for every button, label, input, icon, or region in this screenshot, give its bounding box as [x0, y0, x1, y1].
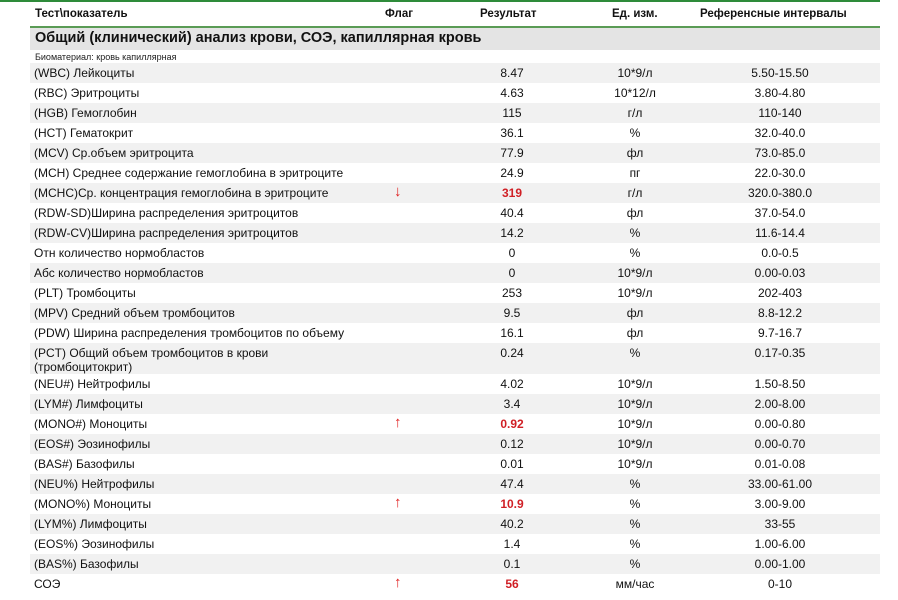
test-name: (RDW-SD)Ширина распределения эритроцитов	[34, 206, 299, 220]
test-name: (MPV) Средний объем тромбоцитов	[34, 306, 235, 320]
test-name: (BAS%) Базофилы	[34, 557, 139, 571]
result-value: 0.92	[500, 417, 524, 431]
test-name: (MONO#) Моноциты	[34, 417, 148, 431]
unit: г/л	[627, 186, 643, 200]
header-unit: Ед. изм.	[612, 8, 658, 20]
reference-range: 2.00-8.00	[754, 397, 806, 411]
table-row	[30, 454, 880, 474]
unit: 10*9/л	[617, 457, 653, 471]
reference-range: 0.00-1.00	[754, 557, 806, 571]
table-row	[30, 323, 880, 343]
table-row	[30, 103, 880, 123]
table-row	[30, 163, 880, 183]
table-row	[30, 474, 880, 494]
unit: 10*12/л	[614, 86, 656, 100]
flag-arrow-icon: ↓	[394, 183, 402, 200]
test-name: (EOS%) Эозинофилы	[34, 537, 155, 551]
result-value: 56	[505, 577, 519, 591]
result-value: 0	[508, 246, 516, 260]
reference-range: 32.0-40.0	[754, 126, 806, 140]
table-row	[30, 303, 880, 323]
reference-range: 33-55	[764, 517, 796, 531]
table-row	[30, 414, 880, 434]
flag-arrow-icon: ↑	[394, 414, 402, 431]
reference-range: 8.8-12.2	[757, 306, 803, 320]
reference-range: 37.0-54.0	[754, 206, 806, 220]
table-row	[30, 243, 880, 263]
reference-range: 0.0-0.5	[761, 246, 799, 260]
reference-range: 0.00-0.70	[754, 437, 806, 451]
test-name: (PCT) Общий объем тромбоцитов в крови (тромбоцитокрит)	[34, 346, 269, 374]
unit: фл	[626, 206, 644, 220]
table-header	[0, 2, 880, 26]
test-name: (EOS#) Эозинофилы	[34, 437, 151, 451]
header-ref: Референсные интервалы	[700, 8, 847, 20]
header-result: Результат	[480, 8, 537, 20]
result-value: 77.9	[500, 146, 524, 160]
table-row	[30, 283, 880, 303]
unit: 10*9/л	[617, 417, 653, 431]
result-value: 0.12	[500, 437, 524, 451]
result-value: 10.9	[500, 497, 524, 511]
reference-range: 0.00-0.80	[754, 417, 806, 431]
unit: 10*9/л	[617, 266, 653, 280]
test-name: (WBC) Лейкоциты	[34, 66, 135, 80]
result-value: 0.1	[503, 557, 521, 571]
unit: фл	[626, 306, 644, 320]
unit: %	[629, 477, 641, 491]
table-row	[30, 223, 880, 243]
reference-range: 73.0-85.0	[754, 146, 806, 160]
unit: %	[629, 226, 641, 240]
result-value: 115	[502, 106, 522, 120]
result-value: 4.63	[500, 86, 524, 100]
table-row	[30, 374, 880, 394]
result-value: 319	[501, 186, 523, 200]
table-row	[30, 494, 880, 514]
result-value: 24.9	[500, 166, 524, 180]
reference-range: 1.00-6.00	[754, 537, 806, 551]
test-name: (MCH) Среднее содержание гемоглобина в эритроците	[34, 166, 344, 180]
table-row	[30, 434, 880, 454]
unit: 10*9/л	[617, 397, 653, 411]
table-row	[30, 263, 880, 283]
reference-range: 110-140	[758, 106, 802, 120]
result-value: 40.2	[500, 517, 524, 531]
result-value: 14.2	[500, 226, 524, 240]
test-name: (RBC) Эритроциты	[34, 86, 140, 100]
reference-range: 0.01-0.08	[754, 457, 806, 471]
section-title: Общий (клинический) анализ крови, СОЭ, капиллярная кровь	[35, 30, 482, 46]
reference-range: 0.00-0.03	[754, 266, 806, 280]
unit: %	[629, 126, 641, 140]
reference-range: 5.50-15.50	[751, 66, 809, 80]
test-name: (PDW) Ширина распределения тромбоцитов по объему	[34, 326, 345, 340]
section-title-bar	[30, 26, 880, 50]
table-row	[30, 83, 880, 103]
reference-range: 33.00-61.00	[747, 477, 813, 491]
reference-range: 22.0-30.0	[754, 166, 806, 180]
table-row	[30, 574, 880, 594]
result-value: 16.1	[500, 326, 524, 340]
table-row	[30, 203, 880, 223]
unit: %	[629, 246, 641, 260]
table-row	[30, 534, 880, 554]
table-row	[30, 123, 880, 143]
table-row	[30, 394, 880, 414]
table-row	[30, 514, 880, 534]
result-value: 1.4	[503, 537, 521, 551]
test-name: (NEU#) Нейтрофилы	[34, 377, 151, 391]
result-value: 0.01	[500, 457, 524, 471]
unit: %	[629, 497, 641, 511]
test-name: Отн количество нормобластов	[34, 246, 205, 260]
biomaterial-note: Биоматериал: кровь капиллярная	[35, 52, 177, 62]
reference-range: 0-10	[767, 577, 793, 591]
result-value: 9.5	[503, 306, 521, 320]
unit: %	[629, 517, 641, 531]
test-name: (MCV) Ср.объем эритроцита	[34, 146, 194, 160]
table-row	[30, 554, 880, 574]
unit: %	[629, 346, 641, 360]
reference-range: 320.0-380.0	[747, 186, 813, 200]
test-name: (MONO%) Моноциты	[34, 497, 152, 511]
test-name: Абс количество нормобластов	[34, 266, 204, 280]
test-name: (HCT) Гематокрит	[34, 126, 134, 140]
test-name: (BAS#) Базофилы	[34, 457, 135, 471]
unit: %	[629, 557, 641, 571]
unit: %	[629, 537, 641, 551]
unit: пг	[629, 166, 641, 180]
reference-range: 11.6-14.4	[755, 226, 805, 240]
flag-arrow-icon: ↑	[394, 494, 402, 511]
unit: 10*9/л	[617, 437, 653, 451]
reference-range: 0.17-0.35	[754, 346, 806, 360]
test-name: (LYM%) Лимфоциты	[34, 517, 147, 531]
result-value: 3.4	[503, 397, 521, 411]
result-value: 8.47	[500, 66, 524, 80]
table-row	[30, 343, 880, 374]
reference-range: 1.50-8.50	[754, 377, 806, 391]
result-value: 40.4	[500, 206, 524, 220]
unit: фл	[626, 146, 644, 160]
result-value: 0.24	[500, 346, 524, 360]
flag-arrow-icon: ↑	[394, 574, 402, 591]
unit: 10*9/л	[617, 286, 653, 300]
unit: мм/час	[615, 577, 655, 591]
unit: 10*9/л	[617, 66, 653, 80]
header-test: Тест\показатель	[35, 8, 128, 20]
test-name: (LYM#) Лимфоциты	[34, 397, 143, 411]
reference-range: 9.7-16.7	[757, 326, 803, 340]
table-row	[30, 63, 880, 83]
result-value: 253	[501, 286, 523, 300]
reference-range: 3.80-4.80	[754, 86, 806, 100]
test-name: (RDW-CV)Ширина распределения эритроцитов	[34, 226, 299, 240]
test-name: (PLT) Тромбоциты	[34, 286, 136, 300]
table-row	[30, 143, 880, 163]
test-name: СОЭ	[34, 577, 61, 591]
reference-range: 202-403	[757, 286, 803, 300]
test-name: (MCHC)Ср. концентрация гемоглобина в эритроците	[34, 186, 329, 200]
reference-range: 3.00-9.00	[754, 497, 806, 511]
result-value: 4.02	[500, 377, 524, 391]
result-value: 0	[508, 266, 516, 280]
result-value: 47.4	[500, 477, 524, 491]
unit: фл	[626, 326, 644, 340]
result-value: 36.1	[500, 126, 524, 140]
unit: 10*9/л	[617, 377, 653, 391]
unit: г/л	[627, 106, 643, 120]
test-name: (HGB) Гемоглобин	[34, 106, 137, 120]
table-row	[30, 183, 880, 203]
test-name: (NEU%) Нейтрофилы	[34, 477, 155, 491]
header-flag: Флаг	[385, 8, 414, 20]
